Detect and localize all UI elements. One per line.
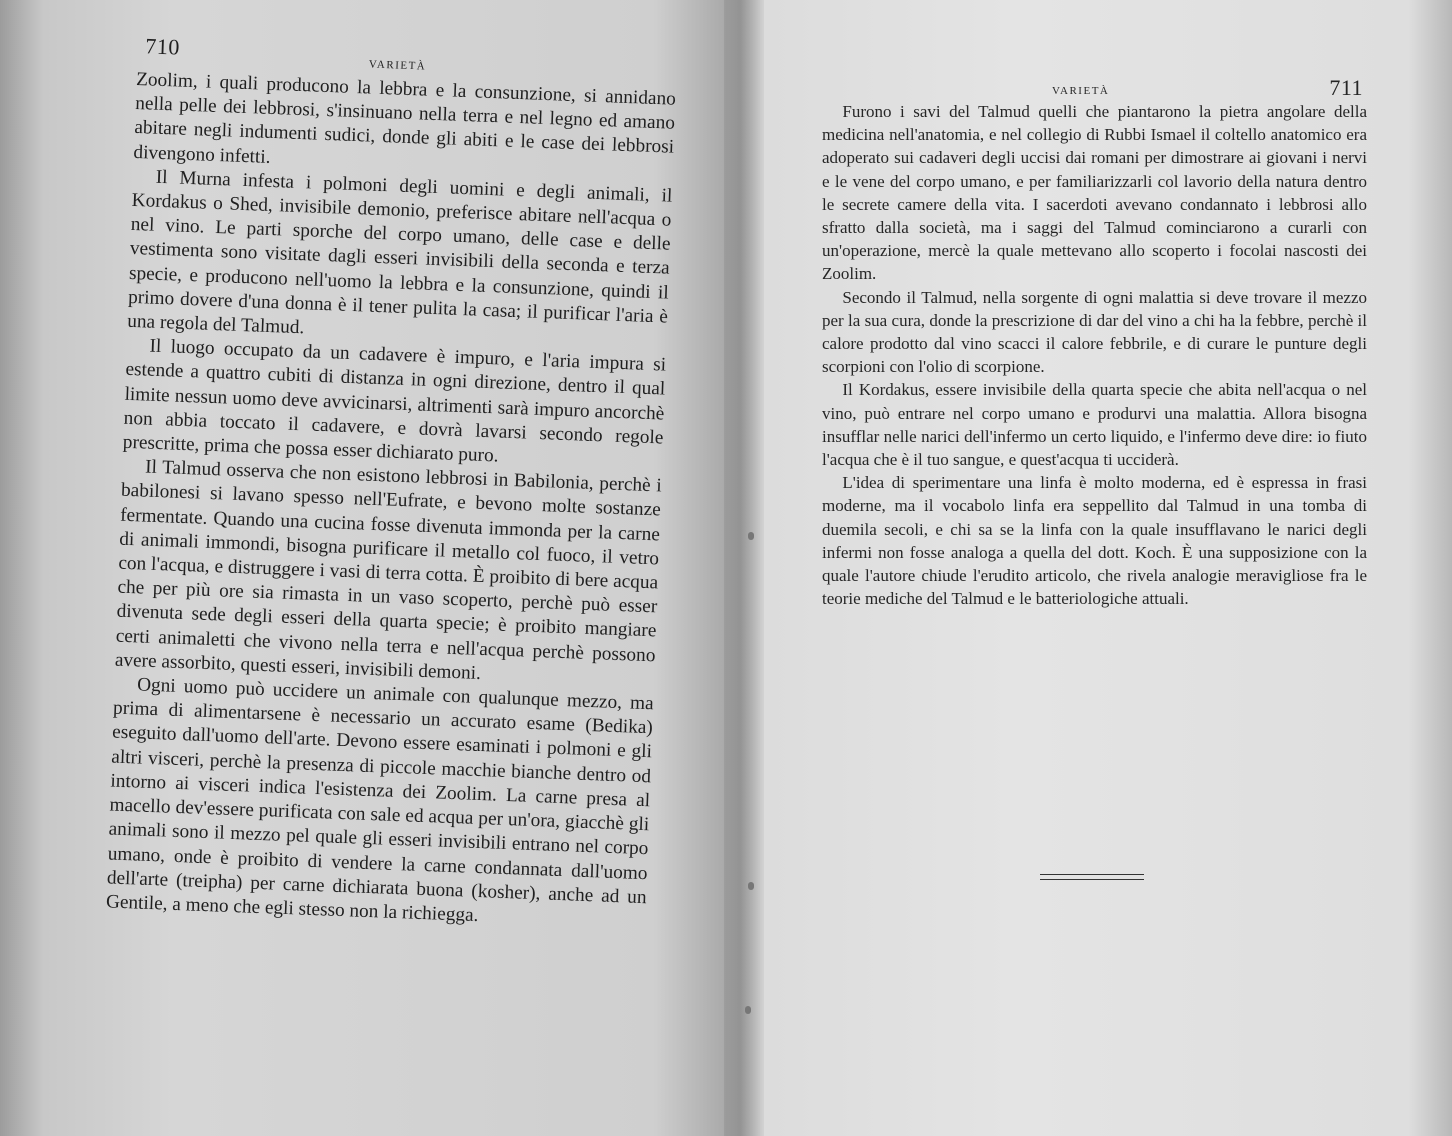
right-running-head bbox=[822, 68, 1367, 100]
left-paragraph: Zoolim, i quali producono la lebbra e la consunzione, si annidano nella pelle dei lebbrosi, s'insinuano nella terra e nel legno ed amano abitare negli indumenti sudici, donde gli abiti e le case dei lebbrosi divengono infetti. bbox=[133, 68, 677, 168]
book-gutter bbox=[724, 0, 764, 1136]
left-paragraph: Il Murna infesta i polmoni degli uomini e degli animali, il Kordakus o Shed, invisibile demonio, preferisce abitare nell'acqua o nel vino. Le parti sporche del corpo umano, delle case e delle vestimenta sono visitate dagli esseri invisibili della seconda e terza specie, e producono nell'uomo la lebbra e la consunzione, quindi il primo dovere d'una donna è il tener pulita la casa; il purificar l'aria è una regola del Talmud. bbox=[126, 166, 673, 339]
right-page-number: 711 bbox=[1329, 75, 1363, 100]
end-rule bbox=[1040, 874, 1144, 880]
left-page bbox=[98, 30, 677, 1129]
binding-mark bbox=[748, 882, 754, 890]
binding-mark bbox=[748, 532, 754, 540]
right-page bbox=[822, 68, 1367, 848]
left-paragraph: Il Talmud osserva che non esistono lebbrosi in Babilonia, perchè i babilonesi si lavano spesso nell'Eufrate, e bevono molte sostanze fermentate. Quando una cucina fosse divenuta immonda per la carne di animali immondi, bisogna purificare il metallo col fuoco, il vetro con l'acqua, e distruggere i vasi di terra cotta. È proibito di bere acqua che per più ore sia rimasta in un vaso scoperto, perchè può esser divenuta sede degli esseri della quarta specie; è proibito mangiare certi animaletti che vivono nella terra e nell'acqua perchè possono avere assorbito, questi esseri, invisibili demoni. bbox=[114, 456, 663, 684]
right-running-title: VARIETÀ bbox=[1052, 85, 1110, 97]
left-page-number: 710 bbox=[144, 33, 181, 60]
binding-mark bbox=[745, 1006, 751, 1014]
right-paragraph: Il Kordakus, essere invisibile della quarta specie che abita nell'acqua o nel vino, può entrare nel corpo umano e produrvi una malattia. Allora bisogna insufflar nelle narici dell'infermo un certo liquido, e l'infermo deve dire: io fiuto l'acqua che è il tuo sangue, e quest'acqua ti ucciderà. bbox=[822, 380, 1367, 470]
right-paragraph: Furono i savi del Talmud quelli che piantarono la pietra angolare della medicina nell'anatomia, e nel collegio di Rubbi Ismael il coltello anatomico era adoperato sui cadaveri degli uccisi dai romani per dimostrare ai giovani i nervi e le vene del corpo umano, e per familiarizzarli col lavorio della natura dentro le secrete camere della vita. I sacerdoti avevano condannato i lebbrosi allo sfratto dalla società, ma i saggi del Talmud cominciarono a curarli con un'operazione, mercè la quale mettevano allo scoperto i focolai nascosti dei Zoolim. bbox=[822, 102, 1367, 284]
left-paragraph: Il luogo occupato da un cadavere è impuro, e l'aria impura si estende a quattro cubiti di distanza in ogni direzione, dentro il qual limite nessun uomo deve avvicinarsi, altrimenti sarà impuro ancorchè non abbia toccato il cadavere, e dovrà lavarsi secondo regole prescritte, prima che possa esser dichiarato puro. bbox=[122, 335, 667, 467]
right-paragraph: Secondo il Talmud, nella sorgente di ogni malattia si deve trovare il mezzo per la sua cura, donde la prescrizione di dar del vino a chi ha la febbre, perchè il calore prodotto dal vino scacci il calore febbrile, e di curare le punture degli scorpioni con l'olio di scorpione. bbox=[822, 287, 1367, 377]
right-paragraph: L'idea di sperimentare una linfa è molto moderna, ed è espressa in frasi moderne, ma il vocabolo linfa era seppellito dal Talmud in una tomba di duemila secoli, e chi sa se la linfa con la quale insufflavano le narici degli infermi non fosse analoga a quella del dott. Koch. È una supposizione con la quale l'autore chiude l'erudito articolo, che rivela analogie meravigliose fra le teorie mediche del Talmud e le batteriologiche attuali. bbox=[822, 473, 1367, 609]
left-paragraph: Ogni uomo può uccidere un animale con qualunque mezzo, ma prima di alimentarsene è necessario un accurato esame (Bedika) eseguito dall'uomo dell'arte. Devono essere esaminati i polmoni e gli altri visceri, perchè la presenza di piccole macchie bianche dentro od intorno ai visceri indica l'esistenza dei Zoolim. La carne presa al macello dev'essere purificata con sale ed acqua per un'ora, giacchè gli animali sono il mezzo pel quale gli esseri invisibili entrano nel corpo umano, onde è proibito di vendere la carne condannata dall'uomo dell'arte (treipha) per carne dichiarata buona (kosher), anche ad un Gentile, a meno che egli stesso non la richiegga. bbox=[105, 674, 655, 926]
left-running-title: VARIETÀ bbox=[368, 58, 427, 73]
